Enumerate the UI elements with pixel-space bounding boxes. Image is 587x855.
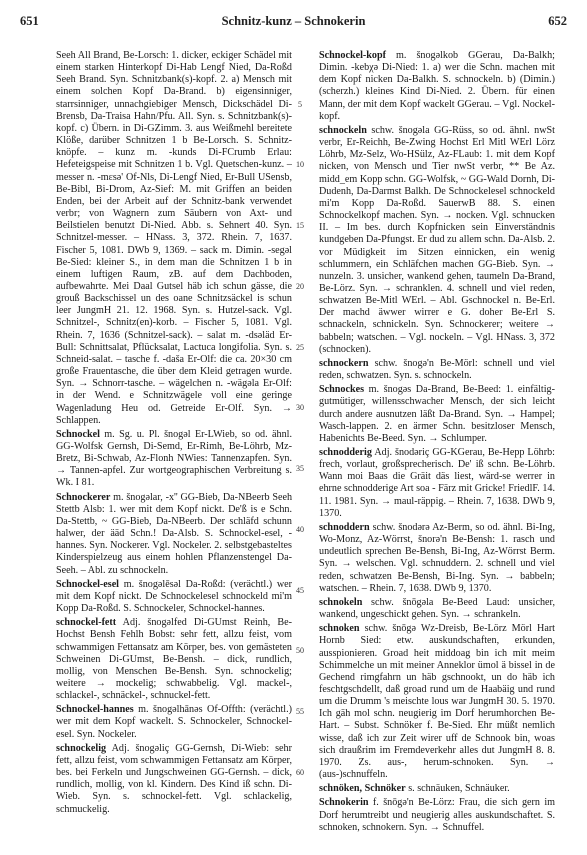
entry-headword: Schnockes <box>319 384 365 396</box>
line-number: 50 <box>296 646 304 656</box>
entry-text: schw. šnōgəla Be-Beed Laud: unsicher, wankend, ungeschickt gehen. Syn. → schrankeln. <box>319 596 555 621</box>
line-number: 60 <box>296 767 304 777</box>
entry-headword: schnoddern <box>319 521 370 533</box>
dictionary-entry <box>319 384 555 445</box>
line-number: 15 <box>296 221 304 231</box>
entry-text: Adj. šnogəlfed Di-GUmst Reinh, Be-Hochst Bensh Fehlh Bobst: sehr fett, allzu feist, vom schwammigen Fettansatz am Körper, bes. von gemästeten Schweinen Di-GUmst, Be-Bensh. – dick, rundlich, mollig, von Menschen Be-Bensh. Syn. schnockelig; weitere → mockelig; schwabbelig. Vgl. mackel-, schlackel-, schnäckel-, schnuckel-fett. <box>56 617 292 702</box>
page-number-right: 652 <box>548 14 567 28</box>
entry-headword: Schnokerin <box>319 797 369 809</box>
entry-headword: schnockel-fett <box>56 617 117 629</box>
dictionary-entry <box>56 50 292 427</box>
left-column <box>56 50 292 818</box>
entry-headword: Schnockel-hannes <box>56 704 134 716</box>
line-number: 35 <box>296 464 304 474</box>
entry-text: Seeh All Brand, Be-Lorsch: 1. dicker, eckiger Schädel mit einem starken Hinterkopf Di-Hab Lengf Nied, Da-Roßd Seeh Brand. Syn. Schnitzbank(s)-kopf. 2. a) Mensch mit einem solchen Kopf Da-Brand. b) eigensinniger, starrsinniger, unnachgiebiger Mensch, Dickschädel Di-Brensb, Da-Traisa Hahn/Pfu. All. Syn. s. Schnitzbank(s)-kopf. c) Übern. in Di-GZimm. 3. aus Weißmehl bereitete Klöße, darüber Schnitzen 1 b Be-Lorsch. S. Schnitz-knöpfe. – kunz m. -kunds Di-FCrumb Erlau: Hefeteigspeise mit Schnitzen 1 b. Vgl. Quetschen-kunz. – messer n. -mεsə' Of-Nls, Di-Lengf Nied, Er-Bull USensb, Be-Bibl, Bi-Drom, Az-Sief: M. mit Griffen an beiden Enden, bei der Arbeit auf der Schnitz-bank verwendet verbr; von Wagnern zum Säubern von Axt- und Beilstielen benutzt Di-Nied. Abb. s. Sehnert 40. Syn. Schnitzel-messer. – HNass. 3, 372. Rhein. 7, 1637. Fischer 5, 1081. DWb 9, 1369. – sack m. Dimin. -segəl Be-Sied: kleiner S., in dem man die Schnitzen 1 b in einem luftigen Raum, zB. auf dem Dachboden, aufbewahrte. Mei Daal Gutsel häb ich schun gässe, die grouß Backschissel un des oane Schnitzsäckel is schun leer JungmH 21. 12. 1968. Syn. s. Hutzel-sack. Vgl. Schnitzel-, Schnitz(en)-korb. – Fischer 5, 1081. Vgl. Rhein. 7, 1636 (Schnitzel-sack). – salat m. -dsəläd Er-Bull: Schnittsalat, Pflücksalat, Lactuca longifolia. Syn. s. Schneid-salat. – tasche f. -daša Er-Olf: die ca. 20×30 cm große Frauentasche, die über dem Kleid getragen wurde. Syn. → Schnorr-tasche. – wägelchen n. -wägəla Er-Olf: in der Wend. e Schnitzwägele voll eine geringe Wagenladung Heu od. Getreide Er-Olf. Syn. → Schlappen. <box>56 50 292 426</box>
entry-text: m. šnogəlkob GGerau, Da-Balkh; Dimin. -kebχə Di-Nied: 1. a) wer die Schn. machen mit dem Kopf nicken Da-Balkh. S. schnockeln. b) (Dimin.) (scherzh.) kleines Kind Di-Nied. 2. Übern. für einen Mann, der mit dem Kopf wackelt GGerau. – Vgl. Nockel-kopf. <box>319 50 555 122</box>
entry-text: m. šnogəs Da-Brand, Be-Beed: 1. einfältig-gutmütiger, willensschwacher Mensch, der sich leicht durch andere ausnutzen läßt Da-Brand. Syn. → Hampel; Wasch-lappen. 2. en ärmer Schn. besitzloser Mensch, Habenichts Be-Beed. Syn. → Schlumper. <box>319 384 555 444</box>
dictionary-entry <box>56 579 292 615</box>
entry-headword: schnoken <box>319 623 360 635</box>
entry-text: schw. šnogəla GG-Rüss, so od. ähnl. nwSt verbr, Er-Reichh, Be-Zwing Hochst Erl Mitl WErl Lörz Löhrb, Mz-Selz, Wo-HSülz, Az-FLaub: 1. mit dem Kopf nicken, von Mensch und Tier nwSt verbr, ** Be Az. midd_em Kopp schn. GG-Wolfsk, ~ GG-Wald Dornh, Di-Dudenh, Da-Darmst Balkh. De Schnockelesel schnockeld mi'm Kopp Da-Roßd. SauerwB 88. S. einen Schnockelkopf machen. Syn. → nocken. Vgl. schnucken II. – Im bes. durch Kopfnicken sein Einverständnis kundgeben Da-Pfungst. Er dud zu allem schn. Da-Alsb. 2. vor Müdigkeit im Sitzen einnicken, ein wenig schlummern, ein Schläfchen machen GG-Bieb. Syn. → nunzeln. 3. unsicher, wankend gehen, taumeln Da-Brand, Be-Lörz. Syn. → schranklen. 4. schnell und viel reden, schwatzen Be-Mitl WErl. – Abl. Gschnockel n. Be-Erl. Der machd äwwer wirrer e G. doher Be-Erl S. schnackeln, schnickeln. Syn. Schnockerer; weitere → babbeln; watschen. – Vgl. nockeln. – Vgl. HNass. 3, 372 (schnocken). <box>319 124 555 355</box>
line-number: 5 <box>298 99 302 109</box>
line-number: 40 <box>296 524 304 534</box>
entry-text: schw. šnodərə Az-Berm, so od. ähnl. Bi-Ing, Wo-Monz, Az-Wörrst, šnorə'n Be-Bensh: 1. rasch und undeutlich sprechen Be-Bensh, Bi-Ing, Az-Wörrst Berm. Syn. → welschen. Vgl. schnuddern. 2. schnell und viel reden, schwatzen Be-Bensh, Bi-Ing. Syn. → babbeln; watschen. – Rhein. 7, 1638. DWb 9, 1370. <box>319 521 556 594</box>
entry-headword: schnokeln <box>319 596 363 608</box>
dictionary-entry <box>56 743 292 816</box>
dictionary-entry <box>56 704 292 740</box>
page-number-left: 651 <box>20 14 39 28</box>
entry-text: m. šnogəlēsəl Da-Roßd: (verächtl.) wer mit dem Kopf nickt. De Schnockelesel schnockeld mi'm Kopp Da-Roßd. S. Schnockeler, Schnockel-hannes. <box>56 578 292 615</box>
line-number: 45 <box>296 585 304 595</box>
line-number: 55 <box>296 707 304 717</box>
entry-headword: schnockelig <box>56 742 107 754</box>
dictionary-entry <box>319 797 555 833</box>
dictionary-entry <box>319 358 555 382</box>
dictionary-entry <box>319 50 555 123</box>
entry-headword: schnockern <box>319 357 369 369</box>
entry-text: s. schnäuken, Schnäuker. <box>408 783 510 795</box>
dictionary-entry <box>56 617 292 702</box>
entry-text: Adj. šnogəliç GG-Gernsh, Di-Wieb: sehr fett, allzu feist, vom schwammigen Fettansatz am Körper, bes. bei Ferkeln und Jungschweinen GG-Gernsh. – dick, rundlich, mollig, von kl. Kindern. Des Kind iß schn. Di-Wieb. Syn. s. schnockel-fett. Vgl. schlackelig, schmuckelig. <box>56 742 292 815</box>
dictionary-entry <box>319 597 555 621</box>
line-number: 20 <box>296 281 304 291</box>
entry-text: m. šnogəlhānəs Of-Offth: (verächtl.) wer mit dem Kopf wackelt. S. Schnockeler, Schnockel-esel. Syn. Nockeler. <box>56 704 293 740</box>
line-number: 10 <box>296 160 304 170</box>
line-number: 25 <box>296 342 304 352</box>
page-header <box>20 14 567 30</box>
dictionary-entry <box>319 783 555 795</box>
line-number: 30 <box>296 403 304 413</box>
entry-headword: Schnockel <box>56 428 100 440</box>
entry-text: m. šnogəlar, -x'' GG-Bieb, Da-NBeerb Seeh Stettb Alsb: 1. wer mit dem Kopf nickt. De'ß is e Schn. Da-Stettb, ~ GG-Bieb, Da-NBeerb. Der schläfd schunn halwer, der ääd Schn.! Da-Alsb. S. Schnockel-esel, -hannes. Syn. Nockerer. Vgl. Nockeler. 2. selbstgebasteltes Kinderspielzeug aus einem hohlen Pflanzenstengel Da-Seeh. – Abl. zu schnockeln. <box>56 491 293 576</box>
entry-headword: schnockeln <box>319 124 367 136</box>
entry-headword: Schnockel-kopf <box>319 50 386 61</box>
right-column <box>319 50 555 836</box>
entry-text: schw. šnōgə Wz-Dreisb, Be-Lörz Mörl Hart Hornb Sied: etw. auskundschaften, erkunden, ausspionieren. Groad heit middoag bin ich mit meim Schimmelche un mit meiner Anneklor ümol ä bissel in de Gechend rimgfahrn un häb gschnookt, un do häb ich feschtgschdellt, daß groad rund um de Haabäig und rund um die Drumm 's meischte lous war JungmH 30. 5. 1970. Ich gäh mol schn. neugierig im Dorf herumhorchen Be-Hart. – Subst. Schnöker f. Be-Sied. Ehr müßt nemlich wisse, daß ich zur Zeit wirer uff de Schnook bin, woas sich draußrim im Fremdeverkehr alles dut JungmH 8. 8. 1970. Zs. aus-, herum-schnoken. Syn. → (aus-)schnuffeln. <box>319 623 555 781</box>
entry-headword: schnodderig <box>319 447 372 458</box>
dictionary-entry <box>319 522 555 595</box>
dictionary-entry <box>56 492 292 577</box>
entry-headword: Schnockerer <box>56 491 111 503</box>
entry-headword: schnöken, Schnöker <box>319 783 406 795</box>
entry-text: schw. šnogə'n Be-Mörl: schnell und viel reden, schwatzen. Syn. s. schnockeln. <box>319 357 555 382</box>
dictionary-entry <box>319 623 555 781</box>
dictionary-entry <box>319 447 555 520</box>
entry-text: Adj. šnodəriç GG-KGerau, Be-Hepp Löhrb: frech, vorlaut, großsprecherisch. De' iß schn. Be-Löhrb. Wann moi Baas die Gräit däs liest, wärd-se werrer in ehrne schnodderige Art soa - Färz mit Gricke! FriedlF. 14. 11. 1981. Syn. → maul-räppig. – Rhein. 7, 1638. DWb 9, 1370. <box>319 447 555 519</box>
entry-text: f. šnōgə'n Be-Lörz: Frau, die sich gern im Dorf herumtreibt und neugierig alles auskundschaftet. S. schnoken, schnokern. Syn. → Schnuffel. <box>319 797 556 833</box>
dictionary-entry <box>319 125 555 356</box>
running-title: Schnitz-kunz – Schnokerin <box>221 14 366 28</box>
entry-text: m. Sg. u. Pl. šnogəl Er-LWieb, so od. ähnl. GG-Wolfsk Gernsh, Di-Semd, Er-Rimh, Be-Löhrb, Mz-Bretz, Bi-Schwab, Az-Flonh NWies: Tannenzapfen. Syn. → Tannen-apfel. Zur wortgeographischen Verbreitung s. Wk. I 81. <box>56 428 292 489</box>
entry-headword: Schnockel-esel <box>56 578 119 590</box>
dictionary-entry <box>56 429 292 490</box>
